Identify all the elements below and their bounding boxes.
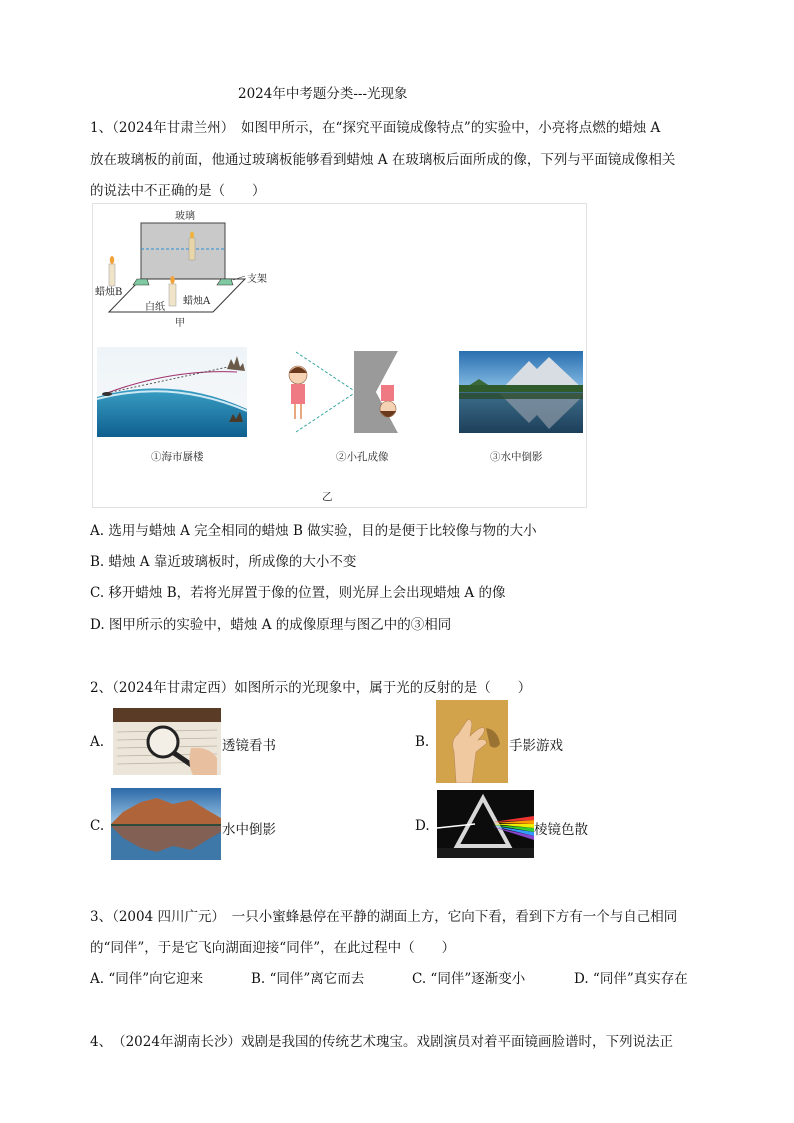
prism-dispersion-image [437, 790, 534, 858]
stand-label: 支架 [247, 274, 267, 285]
q1-stem-line-1: 1、（2024年甘肃兰州） 如图甲所示，在“探究平面镜成像特点”的实验中，小亮将点燃的蜡烛 A [90, 120, 661, 136]
q1-option-b: B. 蜡烛 A 靠近玻璃板时，所成像的大小不变 [90, 554, 357, 570]
caption-mirage: ①海市蜃楼 [151, 451, 204, 463]
water-reflection-image [111, 788, 221, 860]
q2-option-b-label: 手影游戏 [509, 738, 563, 754]
q2-option-d-label: 棱镜色散 [534, 822, 588, 838]
q2-option-c-letter: C. [90, 818, 105, 834]
q2-option-c-label: 水中倒影 [222, 822, 276, 838]
q2-option-a-label: 透镜看书 [222, 738, 276, 754]
figure-yi-label: 乙 [322, 491, 333, 503]
caption-pinhole: ②小孔成像 [336, 451, 389, 463]
caption-reflection: ③水中倒影 [490, 451, 543, 463]
candle-b-label: 蜡烛B [95, 287, 123, 298]
q3-option-d: D. “同伴”真实存在 [574, 971, 688, 987]
lake-reflection-image [459, 351, 583, 433]
q3-option-a: A. “同伴”向它迎来 [90, 971, 204, 987]
white-paper-label: 白纸 [145, 302, 165, 313]
q2-option-b-letter: B. [415, 734, 430, 750]
page-title: 2024年中考题分类---光现象 [238, 86, 408, 102]
q1-option-d: D. 图甲所示的实验中，蜡烛 A 的成像原理与图乙中的③相同 [90, 617, 452, 633]
q4-stem-line-1: 4、 （2024年湖南长沙）戏剧是我国的传统艺术瑰宝。戏剧演员对着平面镜画脸谱时，下列说法正 [90, 1034, 673, 1050]
q3-option-b: B. “同伴”离它而去 [251, 971, 365, 987]
q3-stem-line-2: 的“同伴”，于是它飞向湖面迎接“同伴”，在此过程中（ ） [90, 940, 456, 956]
pinhole-image [276, 347, 441, 437]
magnifier-image [113, 708, 221, 775]
hand-shadow-image [436, 700, 508, 783]
q2-option-a-letter: A. [90, 734, 105, 750]
q1-figure [92, 203, 587, 508]
q1-option-a: A. 选用与蜡烛 A 完全相同的蜡烛 B 做实验，目的是便于比较像与物的大小 [90, 523, 537, 539]
q3-option-c: C. “同伴”逐渐变小 [412, 971, 526, 987]
figure-jia-label: 甲 [175, 318, 185, 329]
q3-stem-line-1: 3、（2004 四川广元） 一只小蜜蜂悬停在平静的湖面上方，它向下看，看到下方有一个与自己相同 [90, 909, 678, 925]
q2-stem: 2、（2024年甘肃定西）如图所示的光现象中，属于光的反射的是（ ） [90, 680, 532, 696]
q2-option-d-letter: D. [415, 818, 430, 834]
q1-stem-line-2: 放在玻璃板的前面，他通过玻璃板能够看到蜡烛 A 在玻璃板后面所成的像，下列与平面镜成像相关 [90, 152, 676, 168]
mirage-image [97, 347, 247, 437]
q1-option-c: C. 移开蜡烛 B，若将光屏置于像的位置，则光屏上会出现蜡烛 A 的像 [90, 585, 506, 601]
candle-a-label: 蜡烛A [183, 296, 211, 307]
glass-label: 玻璃 [175, 211, 195, 222]
q1-stem-line-3: 的说法中不正确的是（ ） [90, 183, 266, 199]
